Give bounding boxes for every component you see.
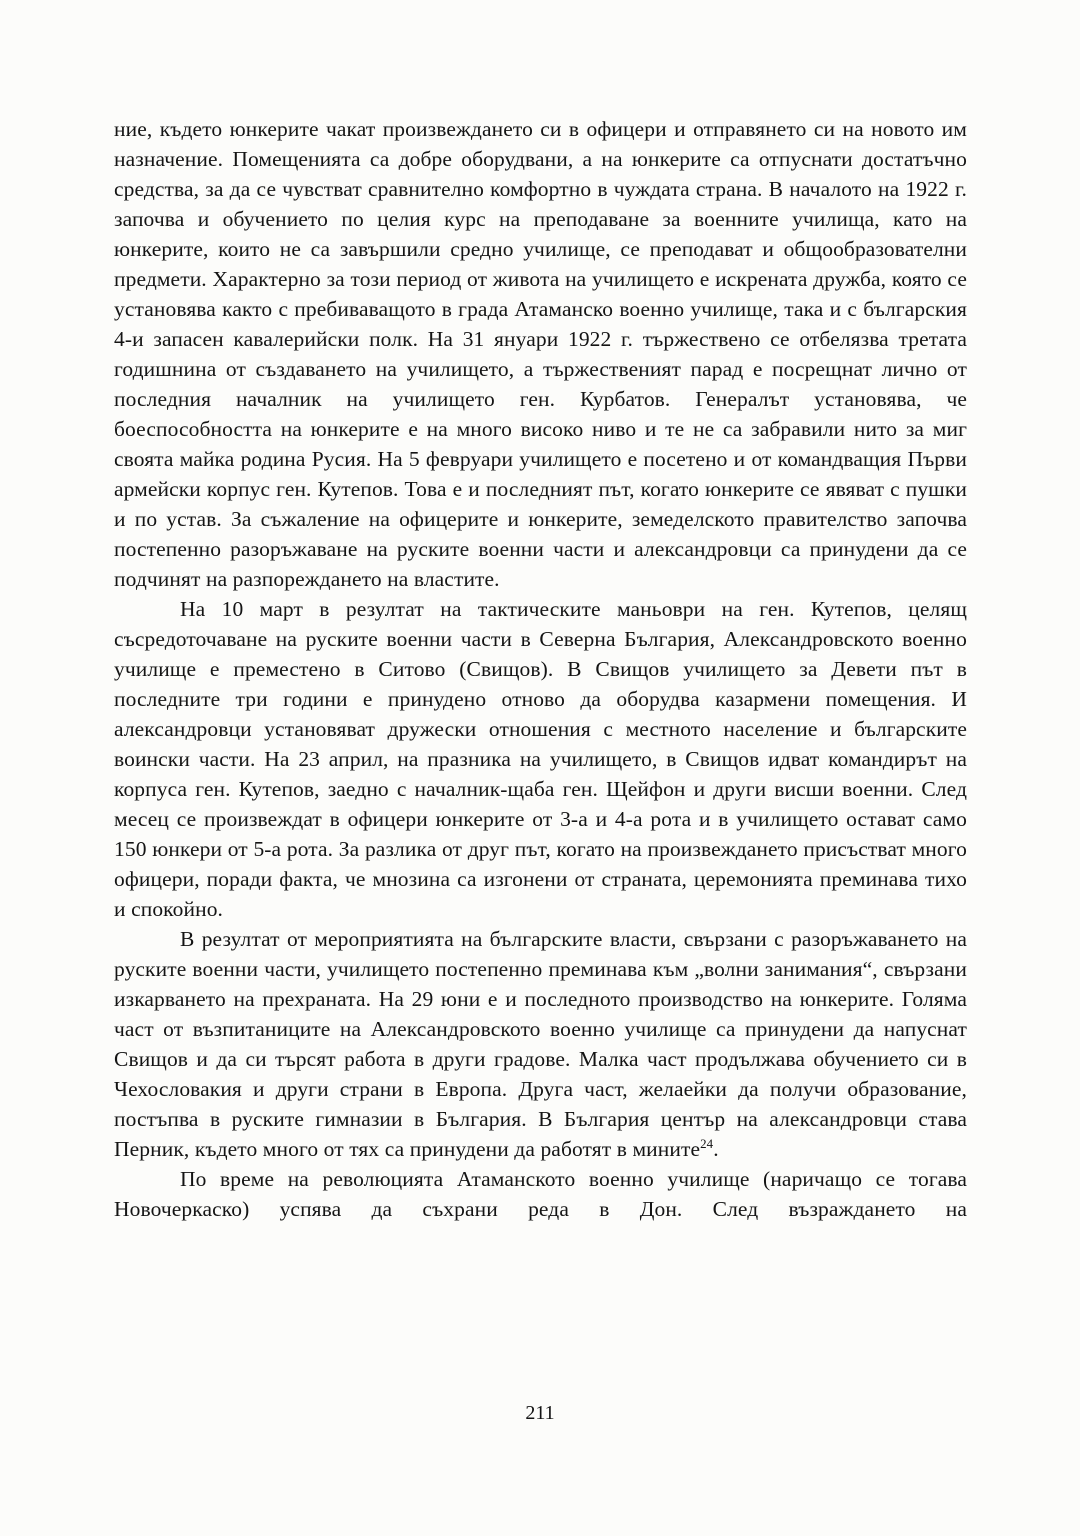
- footnote-ref: 24: [700, 1136, 714, 1151]
- paragraph: По време на революцията Атаманското военно училище (наричащо се тогава Новочеркаско) успява да съхрани реда в Дон. След възраждането на: [114, 1167, 967, 1221]
- text-block: [114, 114, 967, 1224]
- page-number: 211: [525, 1402, 555, 1424]
- paragraph: В резултат от мероприятията на българските власти, свързани с разоръжаването на руските военни части, училището постепенно преминава към „волни занимания“, свързани изкарването на прехраната. На 29 юни е и последното производство на юнкерите. Голяма част от възпитаниците на Александровското военно училище са принудени да напуснат Свищов и да си търсят работа в други градове. Малка част продължава обучението си в Чехословакия и други страни в Европа. Друга част, желаейки да получи образование, постъпва в руските гимназии в България. В България център на александровци става Перник, където много от тях са принудени да работят в мините$^{24}$.: [114, 927, 967, 1161]
- paragraph: На 10 март в резултат на тактическите маньоври на ген. Кутепов, целящ съсредоточаване на руските военни части в Северна България, Александровското военно училище е преместено в Ситово (Свищов). В Свищов училището за Девети път в последните три години е принудено отново да оборудва казармени помещения. И александровци установяват дружески отношения с местното население и българските воински части. На 23 април, на празника на училището, в Свищов идват командирът на корпуса ген. Кутепов, заедно с началник-щаба ген. Щейфон и други висши военни. След месец се произвеждат в офицери юнкерите от 3-а и 4-а рота и в училището остават само 150 юнкери от 5-а рота. За разлика от друг път, когато на произвеждането присъстват много офицери, поради факта, че мнозина са изгонени от страната, церемонията преминава тихо и спокойно.: [114, 597, 967, 921]
- paragraph: ние, където юнкерите чакат произвеждането си в офицери и отправянето си на новото им назначение. Помещенията са добре оборудвани, а на юнкерите са отпуснати достатъчно средства, за да се чувстват сравнително комфортно в чуждата страна. В началото на 1922 г. започва и обучението по целия курс на преподаване за военните училища, като на юнкерите, които не са завършили средно училище, се преподават и общообразователни предмети. Характерно за този период от живота на училището е искрената дружба, която се установява както с пребиваващото в града Атаманско военно училище, така и с българския 4-и запасен кавалерийски полк. На 31 януари 1922 г. тържествено се отбелязва третата годишнина от създаването на училището, а тържественият парад е посрещнат лично от последния началник на училището ген. Курбатов. Генералът установява, че боеспособността на юнкерите е на много високо ниво и те не са забравили нито за миг своята майка родина Русия. На 5 февруари училището е посетено и от командващия Първи армейски корпус ген. Кутепов. Това е и последният път, когато юнкерите се явяват с пушки и по устав. За съжаление на офицерите и юнкерите, земеделското правителство започва постепенно разоръжаване на руските военни части и александровци са принудени да се подчинят на разпореждането на властите.: [114, 117, 967, 591]
